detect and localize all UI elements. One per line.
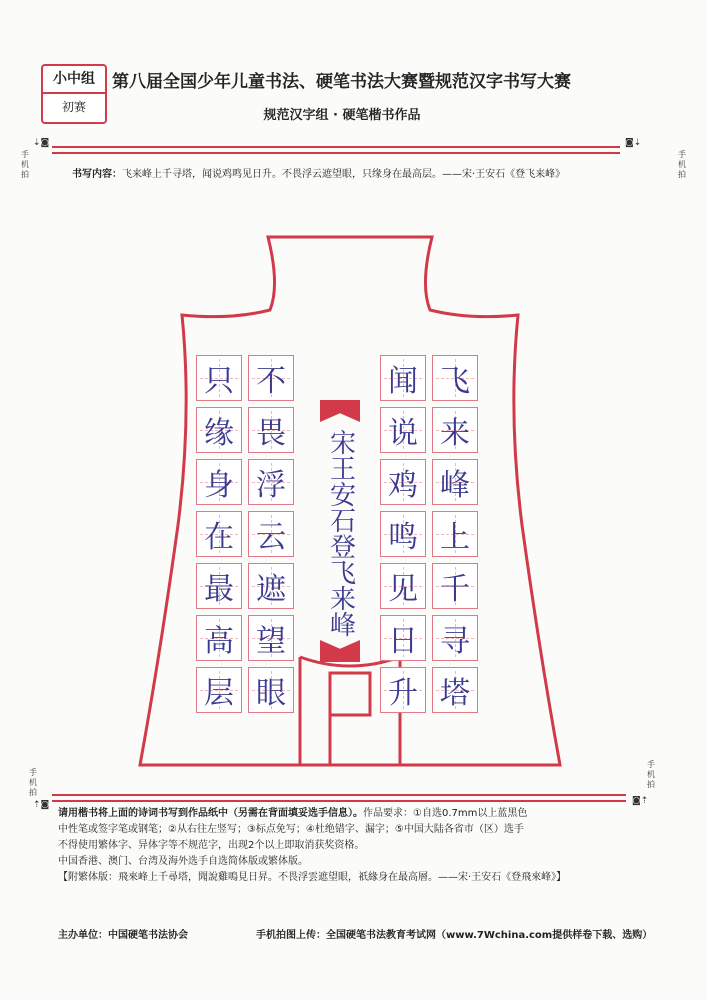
writing-cell: 闻	[380, 355, 426, 401]
stage-label: 初赛	[61, 100, 86, 114]
writing-cell: 峰	[432, 459, 478, 505]
upload-info	[256, 926, 652, 941]
writing-cell: 鸡	[380, 459, 426, 505]
phone-shot-label: 手机拍	[21, 150, 29, 179]
instruction-line: 作品要求：①自选0.7mm以上蓝黑色	[363, 808, 528, 819]
content-label: 书写内容：	[72, 169, 122, 180]
organizer	[58, 926, 188, 941]
organizer-label: 主办单位：	[58, 930, 108, 941]
writing-cell: 眼	[248, 667, 294, 713]
phone-shot-label: 手机拍	[678, 150, 686, 179]
attribution-vertical: 宋王安石登飞来峰	[325, 428, 356, 637]
divider	[52, 794, 626, 796]
organizer-name: 中国硬笔书法协会	[108, 930, 188, 941]
writing-cell: 千	[432, 563, 478, 609]
writing-cell: 浮	[248, 459, 294, 505]
camera-icon: ⇣◙	[33, 138, 50, 148]
camera-icon: ◙⇡	[632, 796, 649, 806]
writing-cell: 塔	[432, 667, 478, 713]
instructions	[58, 806, 658, 886]
instruction-heading: 请用楷书将上面的诗词书写到作品纸中（另需在背面填妥选手信息）。	[58, 808, 363, 819]
writing-cell: 最	[196, 563, 242, 609]
writing-cell: 望	[248, 615, 294, 661]
writing-cell: 见	[380, 563, 426, 609]
writing-cell: 高	[196, 615, 242, 661]
writing-cell: 只	[196, 355, 242, 401]
content-line	[72, 165, 565, 180]
instruction-line: 不得使用繁体字、异体字等不规范字，出现2个以上即取消获奖资格。	[58, 840, 365, 851]
writing-cell: 上	[432, 511, 478, 557]
page-title: 第八届全国少年儿童书法、硬笔书法大赛暨规范汉字书写大赛	[112, 72, 571, 92]
writing-cell: 寻	[432, 615, 478, 661]
upload-link[interactable]: 全国硬笔书法教育考试网（www.7Wchina.com提供样卷下载、选购）	[326, 930, 653, 941]
writing-cell: 飞	[432, 355, 478, 401]
phone-shot-label: 手机拍	[29, 768, 37, 797]
writing-cell: 云	[248, 511, 294, 557]
writing-cell: 升	[380, 667, 426, 713]
writing-cell: 来	[432, 407, 478, 453]
instruction-line: 【附繁体版：飛來峰上千尋塔，聞說雞鳴見日昇。不畏浮雲遮望眼，祇緣身在最高層。——宋·王安石《登飛來峰》】	[58, 872, 567, 883]
upload-label: 手机拍图上传：	[256, 930, 326, 941]
writing-cell: 身	[196, 459, 242, 505]
camera-icon: ⇡◙	[33, 800, 50, 810]
group-badge	[41, 64, 107, 124]
writing-cell: 鸣	[380, 511, 426, 557]
instruction-line: 中国香港、澳门、台湾及海外选手自选简体版或繁体版。	[58, 856, 308, 867]
camera-icon: ◙⇣	[625, 138, 642, 148]
writing-cell: 说	[380, 407, 426, 453]
divider	[52, 152, 620, 154]
writing-cell: 缘	[196, 407, 242, 453]
writing-cell: 遮	[248, 563, 294, 609]
writing-cell: 层	[196, 667, 242, 713]
divider	[52, 146, 620, 148]
writing-cell: 在	[196, 511, 242, 557]
instruction-line: 中性笔或签字笔或钢笔；②从右往左竖写；③标点免写；④杜绝错字、漏字；⑤中国大陆各省市（区）选手	[58, 824, 524, 835]
content-text: 飞来峰上千寻塔，闻说鸡鸣见日升。不畏浮云遮望眼，只缘身在最高层。——宋·王安石《登飞来峰》	[122, 169, 566, 180]
phone-shot-label: 手机拍	[647, 760, 655, 789]
divider	[52, 800, 626, 802]
writing-cell: 畏	[248, 407, 294, 453]
group-label: 小中组	[43, 66, 105, 94]
writing-cell: 日	[380, 615, 426, 661]
writing-cell: 不	[248, 355, 294, 401]
page-subtitle: 规范汉字组 · 硬笔楷书作品	[263, 108, 421, 123]
